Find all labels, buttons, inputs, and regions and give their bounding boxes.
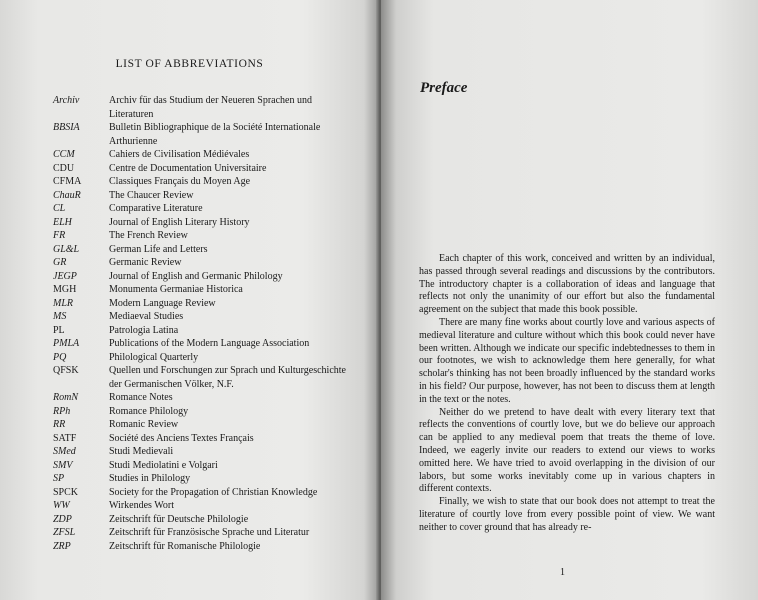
abbreviation-row bbox=[53, 229, 353, 243]
abbreviation-code: GR bbox=[53, 257, 67, 268]
abbreviation-code: PL bbox=[53, 324, 65, 336]
abbreviation-row bbox=[53, 162, 353, 176]
abbreviation-description: Centre de Documentation Universitaire bbox=[109, 162, 267, 174]
abbreviation-code: MS bbox=[53, 311, 67, 322]
abbreviation-description: Classiques Français du Moyen Age bbox=[109, 176, 251, 187]
abbreviation-description: Comparative Literature bbox=[109, 203, 203, 214]
abbreviation-description: German Life and Letters bbox=[109, 243, 208, 255]
abbreviation-description: Patrologia Latina bbox=[109, 324, 179, 336]
abbreviation-description: Zeitschrift für Romanische Philologie bbox=[109, 540, 261, 552]
abbreviation-row bbox=[53, 418, 353, 432]
preface-paragraph: Neither do we pretend to have dealt with every literary text that reflects the conventions of courtly love, but we do believe our approach can be applied to any medieval poem that treats the theme of love. Indeed, we eagerly invite our readers to extend our views to works omitted here. We have tried to avoid overlapping in the division of our labors, but some works inevitably come up in various chapters in different contexts. bbox=[419, 406, 715, 495]
abbreviations-list bbox=[53, 94, 353, 553]
abbreviation-description: Cahiers de Civilisation Médiévales bbox=[109, 149, 250, 160]
abbreviation-code: SMed bbox=[53, 446, 76, 457]
abbreviation-row bbox=[53, 432, 353, 446]
preface-paragraph: There are many fine works about courtly love and various aspects of medieval literature and culture without which this book could never have been written. Although we indicate our specific indebtednesses to them in our footnotes, we wish to acknowledge them here generally, for what scholar's thinking has not been broadly influenced by the standard works in his field? Our purpose, however, has not been to discuss them at length in the text or the notes. bbox=[419, 316, 715, 405]
abbreviation-code: PQ bbox=[53, 351, 67, 363]
preface-title: Preface bbox=[420, 80, 468, 96]
abbreviation-code: SMV bbox=[53, 459, 73, 471]
abbreviation-row bbox=[53, 324, 353, 338]
preface-body bbox=[419, 253, 715, 535]
abbreviation-description: Modern Language Review bbox=[109, 297, 216, 309]
abbreviation-code: ZDP bbox=[53, 513, 72, 525]
abbreviation-row bbox=[53, 175, 353, 189]
preface-paragraph: Finally, we wish to state that our book does not attempt to treat the literature of courtly love from every possible point of view. We want neither to cover ground that has already re- bbox=[419, 496, 715, 533]
abbreviation-description: Monumenta Germaniae Historica bbox=[109, 284, 243, 295]
abbreviation-row bbox=[53, 256, 353, 270]
preface-paragraph: Each chapter of this work, conceived and written by an individual, has passed through several readings and discussions by the contributors. The introductory chapter is a collaboration of ideas and language that reflects not only the unanimity of our effort but also the fundamental agreement on the subject that made this book possible. bbox=[419, 253, 715, 316]
abbreviation-row bbox=[53, 459, 353, 473]
abbreviation-code: MGH bbox=[53, 284, 77, 295]
abbreviation-code: SPCK bbox=[53, 486, 79, 498]
abbreviation-row bbox=[53, 405, 353, 419]
abbreviation-row bbox=[53, 202, 353, 216]
abbreviation-code: CDU bbox=[53, 162, 75, 174]
abbreviation-code: RPh bbox=[53, 405, 71, 417]
abbreviation-description: Germanic Review bbox=[109, 257, 182, 268]
abbreviation-description: Studies in Philology bbox=[109, 473, 191, 484]
abbreviation-code: GL&L bbox=[53, 243, 80, 255]
abbreviation-code: JEGP bbox=[53, 270, 77, 282]
abbreviation-code: ZFSL bbox=[53, 527, 76, 538]
abbreviation-code: SATF bbox=[53, 432, 77, 444]
abbreviation-row bbox=[53, 216, 353, 230]
abbreviation-code: ChauR bbox=[53, 189, 81, 201]
abbreviation-code: ELH bbox=[53, 216, 72, 228]
abbreviation-row bbox=[53, 540, 353, 554]
abbreviation-row bbox=[53, 364, 353, 391]
abbreviation-code: BBSIA bbox=[53, 122, 80, 133]
abbreviation-row bbox=[53, 148, 353, 162]
abbreviation-description: Publications of the Modern Language Association bbox=[109, 338, 310, 349]
abbreviation-description: Zeitschrift für Französische Sprache und Literatur bbox=[109, 527, 310, 538]
abbreviation-row bbox=[53, 297, 353, 311]
abbreviation-description: Archiv für das Studium der Neueren Sprachen und Literaturen bbox=[109, 95, 312, 120]
abbreviation-row bbox=[53, 94, 353, 121]
abbreviation-row bbox=[53, 337, 353, 351]
abbreviation-row bbox=[53, 189, 353, 203]
abbreviation-row bbox=[53, 513, 353, 527]
abbreviation-description: Bulletin Bibliographique de la Société Internationale Arthurienne bbox=[109, 122, 321, 147]
abbreviation-row bbox=[53, 526, 353, 540]
abbreviation-row bbox=[53, 499, 353, 513]
abbreviation-code: Archiv bbox=[53, 95, 80, 106]
abbreviation-row bbox=[53, 391, 353, 405]
abbreviation-code: QFSK bbox=[53, 365, 79, 376]
abbreviation-code: PMLA bbox=[53, 338, 80, 349]
abbreviation-description: Studi Medievali bbox=[109, 446, 174, 457]
abbreviation-row bbox=[53, 472, 353, 486]
abbreviation-description: Studi Mediolatini e Volgari bbox=[109, 459, 218, 471]
abbreviation-description: The Chaucer Review bbox=[109, 189, 194, 201]
abbreviation-code: WW bbox=[53, 500, 70, 511]
abbreviation-code: CCM bbox=[53, 149, 75, 160]
abbreviation-description: Wirkendes Wort bbox=[109, 500, 174, 511]
abbreviation-description: Journal of English Literary History bbox=[109, 216, 250, 228]
abbreviation-description: The French Review bbox=[109, 230, 188, 241]
abbreviation-row bbox=[53, 486, 353, 500]
abbreviation-description: Quellen und Forschungen zur Sprach und Kulturgeschichte der Germanischen Völker, N.F. bbox=[109, 365, 346, 390]
abbreviation-code: FR bbox=[53, 230, 66, 241]
abbreviation-code: RR bbox=[53, 419, 66, 430]
abbreviation-row bbox=[53, 445, 353, 459]
abbreviation-description: Philological Quarterly bbox=[109, 351, 199, 363]
page-number: 1 bbox=[560, 567, 565, 578]
abbreviation-description: Zeitschrift für Deutsche Philologie bbox=[109, 513, 249, 525]
abbreviation-row bbox=[53, 121, 353, 148]
abbreviation-code: CL bbox=[53, 203, 66, 214]
abbreviation-code: SP bbox=[53, 473, 65, 484]
abbreviation-row bbox=[53, 351, 353, 365]
abbreviation-row bbox=[53, 243, 353, 257]
abbreviation-code: ZRP bbox=[53, 540, 71, 552]
abbreviation-code: RomN bbox=[53, 392, 78, 403]
abbreviation-description: Journal of English and Germanic Philology bbox=[109, 270, 283, 282]
abbreviation-description: Société des Anciens Textes Français bbox=[109, 432, 254, 444]
abbreviation-row bbox=[53, 270, 353, 284]
abbreviation-row bbox=[53, 310, 353, 324]
abbreviation-row bbox=[53, 283, 353, 297]
abbreviation-description: Mediaeval Studies bbox=[109, 311, 184, 322]
abbreviations-title: LIST OF ABBREVIATIONS bbox=[115, 58, 264, 70]
abbreviation-description: Romanic Review bbox=[109, 419, 179, 430]
abbreviation-description: Romance Philology bbox=[109, 405, 189, 417]
abbreviation-code: MLR bbox=[53, 297, 73, 309]
abbreviation-description: Society for the Propagation of Christian Knowledge bbox=[109, 486, 318, 498]
abbreviation-description: Romance Notes bbox=[109, 392, 173, 403]
abbreviation-code: CFMA bbox=[53, 176, 82, 187]
